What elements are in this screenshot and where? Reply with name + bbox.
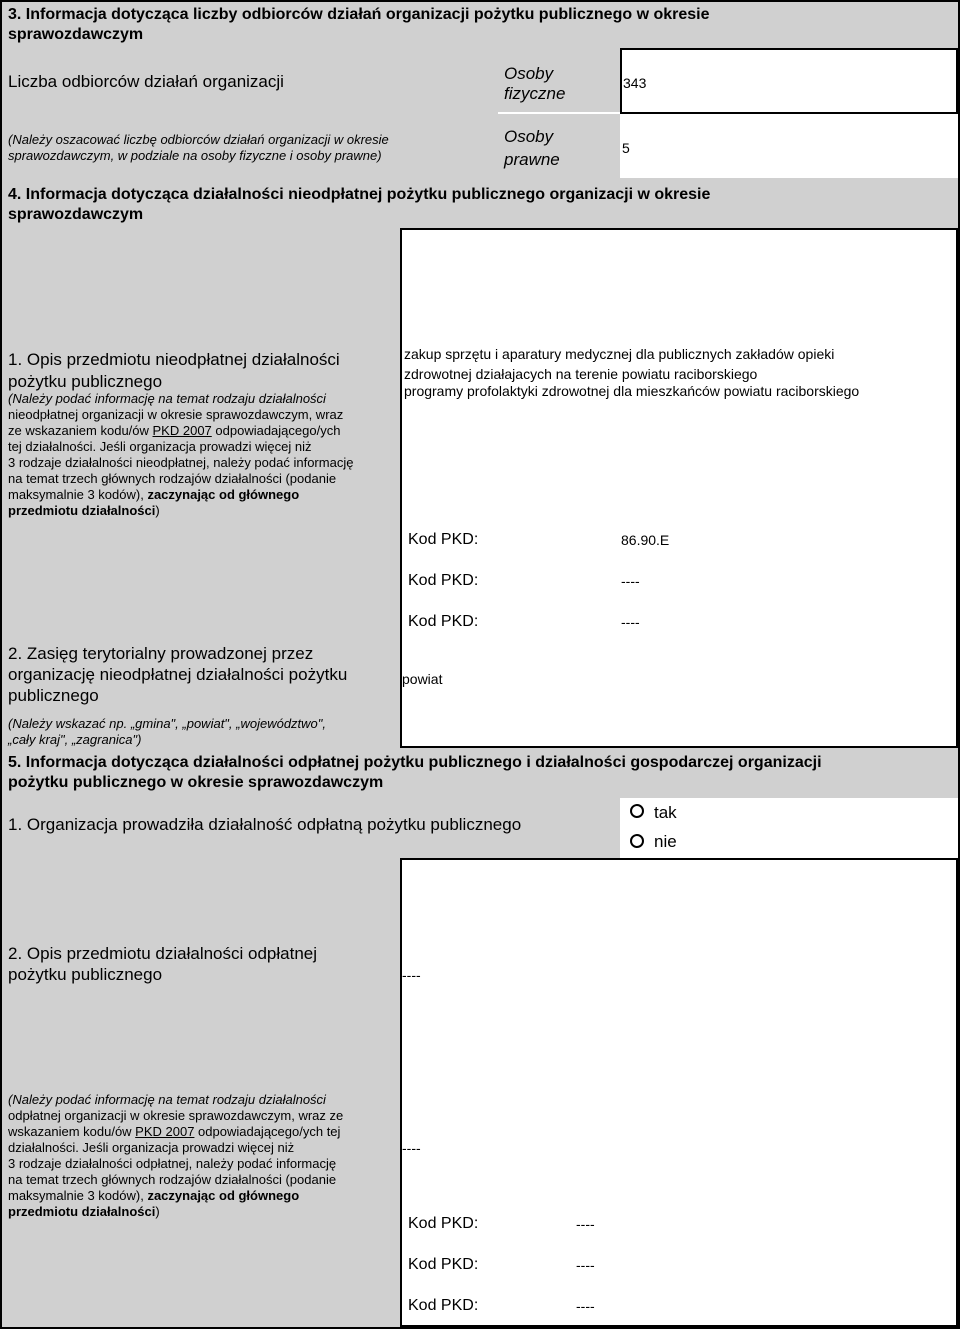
- q2-zasieg-label-l2: organizację nieodpłatnej działalności pożytku: [8, 665, 348, 684]
- section3-note-line2: sprawozdawczym, w podziale na osoby fizyczne i osoby prawne): [8, 148, 382, 163]
- radio-tak-label: tak: [654, 803, 677, 822]
- pkd-value-2: ----: [621, 573, 640, 589]
- pkd-value-3: ----: [621, 614, 640, 630]
- q1-description-label-l2: pożytku publicznego: [8, 372, 163, 391]
- s5-q2-label-l2: pożytku publicznego: [8, 965, 163, 984]
- osoby-prawne-value-field[interactable]: [620, 114, 958, 178]
- section5-answer-field[interactable]: [400, 858, 958, 1327]
- s5-q2-answer: ----: [402, 967, 421, 983]
- radio-nie[interactable]: [630, 834, 644, 848]
- osoby-prawne-value: 5: [622, 140, 630, 156]
- q1-answer-line2: zdrowotnej działajacych na terenie powiatu raciborskiego: [404, 366, 758, 382]
- section3-header-line2: sprawozdawczym: [8, 26, 144, 43]
- osoby-fizyczne-label-l2: fizyczne: [504, 84, 566, 103]
- osoby-fizyczne-value: 343: [623, 75, 647, 91]
- section4-header-line2: sprawozdawczym: [8, 206, 144, 223]
- pkd-label-2: Kod PKD:: [408, 572, 479, 589]
- pkd-label-1: Kod PKD:: [408, 531, 479, 548]
- section5-header-line2: pożytku publicznego w okresie sprawozdawczym: [8, 774, 384, 791]
- q1-description-label-l1: 1. Opis przedmiotu nieodpłatnej działalności: [8, 350, 340, 369]
- osoby-fizyczne-label-l1: Osoby: [504, 64, 554, 83]
- pkd-value-1: 86.90.E: [621, 532, 670, 548]
- q2-zasieg-answer: powiat: [402, 671, 443, 687]
- q1-answer-line1: zakup sprzętu i aparatury medycznej dla publicznych zakładów opieki: [404, 346, 835, 362]
- section3-header-line1: 3. Informacja dotycząca liczby odbiorców działań organizacji pożytku publicznego w okresie: [8, 6, 710, 23]
- q2-zasieg-label-l3: publicznego: [8, 686, 99, 705]
- s5-pkd-value-1: ----: [576, 1216, 595, 1232]
- section5-q1-label: 1. Organizacja prowadziła działalność odpłatną pożytku publicznego: [8, 815, 522, 834]
- s5-pkd-label-3: Kod PKD:: [408, 1297, 479, 1314]
- section4-header-line1: 4. Informacja dotycząca działalności nieodpłatnej pożytku publicznego organizacji w okresie: [8, 186, 711, 203]
- section3-note-line1: (Należy oszacować liczbę odbiorców działań organizacji w okresie: [8, 132, 389, 147]
- q2-zasieg-note-l1: (Należy wskazać np. „gmina", „powiat", „województwo",: [8, 716, 327, 731]
- radio-nie-label: nie: [654, 832, 677, 851]
- radio-tak[interactable]: [630, 804, 644, 818]
- s5-q2-label-l1: 2. Opis przedmiotu działalności odpłatnej: [8, 944, 318, 963]
- osoby-prawne-label-l1: Osoby: [504, 127, 554, 146]
- q1-answer-line3: programy profolaktyki zdrowotnej dla mieszkańców powiatu raciborskiego: [404, 383, 860, 399]
- q2-zasieg-label-l1: 2. Zasięg terytorialny prowadzonej przez: [8, 644, 314, 663]
- s5-pkd-value-3: ----: [576, 1298, 595, 1314]
- s5-pkd-value-2: ----: [576, 1257, 595, 1273]
- section5-header-line1: 5. Informacja dotycząca działalności odpłatnej pożytku publicznego i działalności gospodarczej organizacji: [8, 754, 822, 771]
- section4-answer-field[interactable]: [400, 228, 958, 748]
- s5-q2-note-answer: ----: [402, 1140, 421, 1156]
- s5-pkd-label-1: Kod PKD:: [408, 1215, 479, 1232]
- s5-pkd-label-2: Kod PKD:: [408, 1256, 479, 1273]
- osoby-fizyczne-value-field[interactable]: [620, 48, 958, 114]
- section3-label: Liczba odbiorców działań organizacji: [8, 72, 284, 91]
- q2-zasieg-note-l2: „cały kraj", „zagranica"): [8, 732, 142, 747]
- pkd-label-3: Kod PKD:: [408, 613, 479, 630]
- osoby-prawne-label-l2: prawne: [504, 150, 560, 169]
